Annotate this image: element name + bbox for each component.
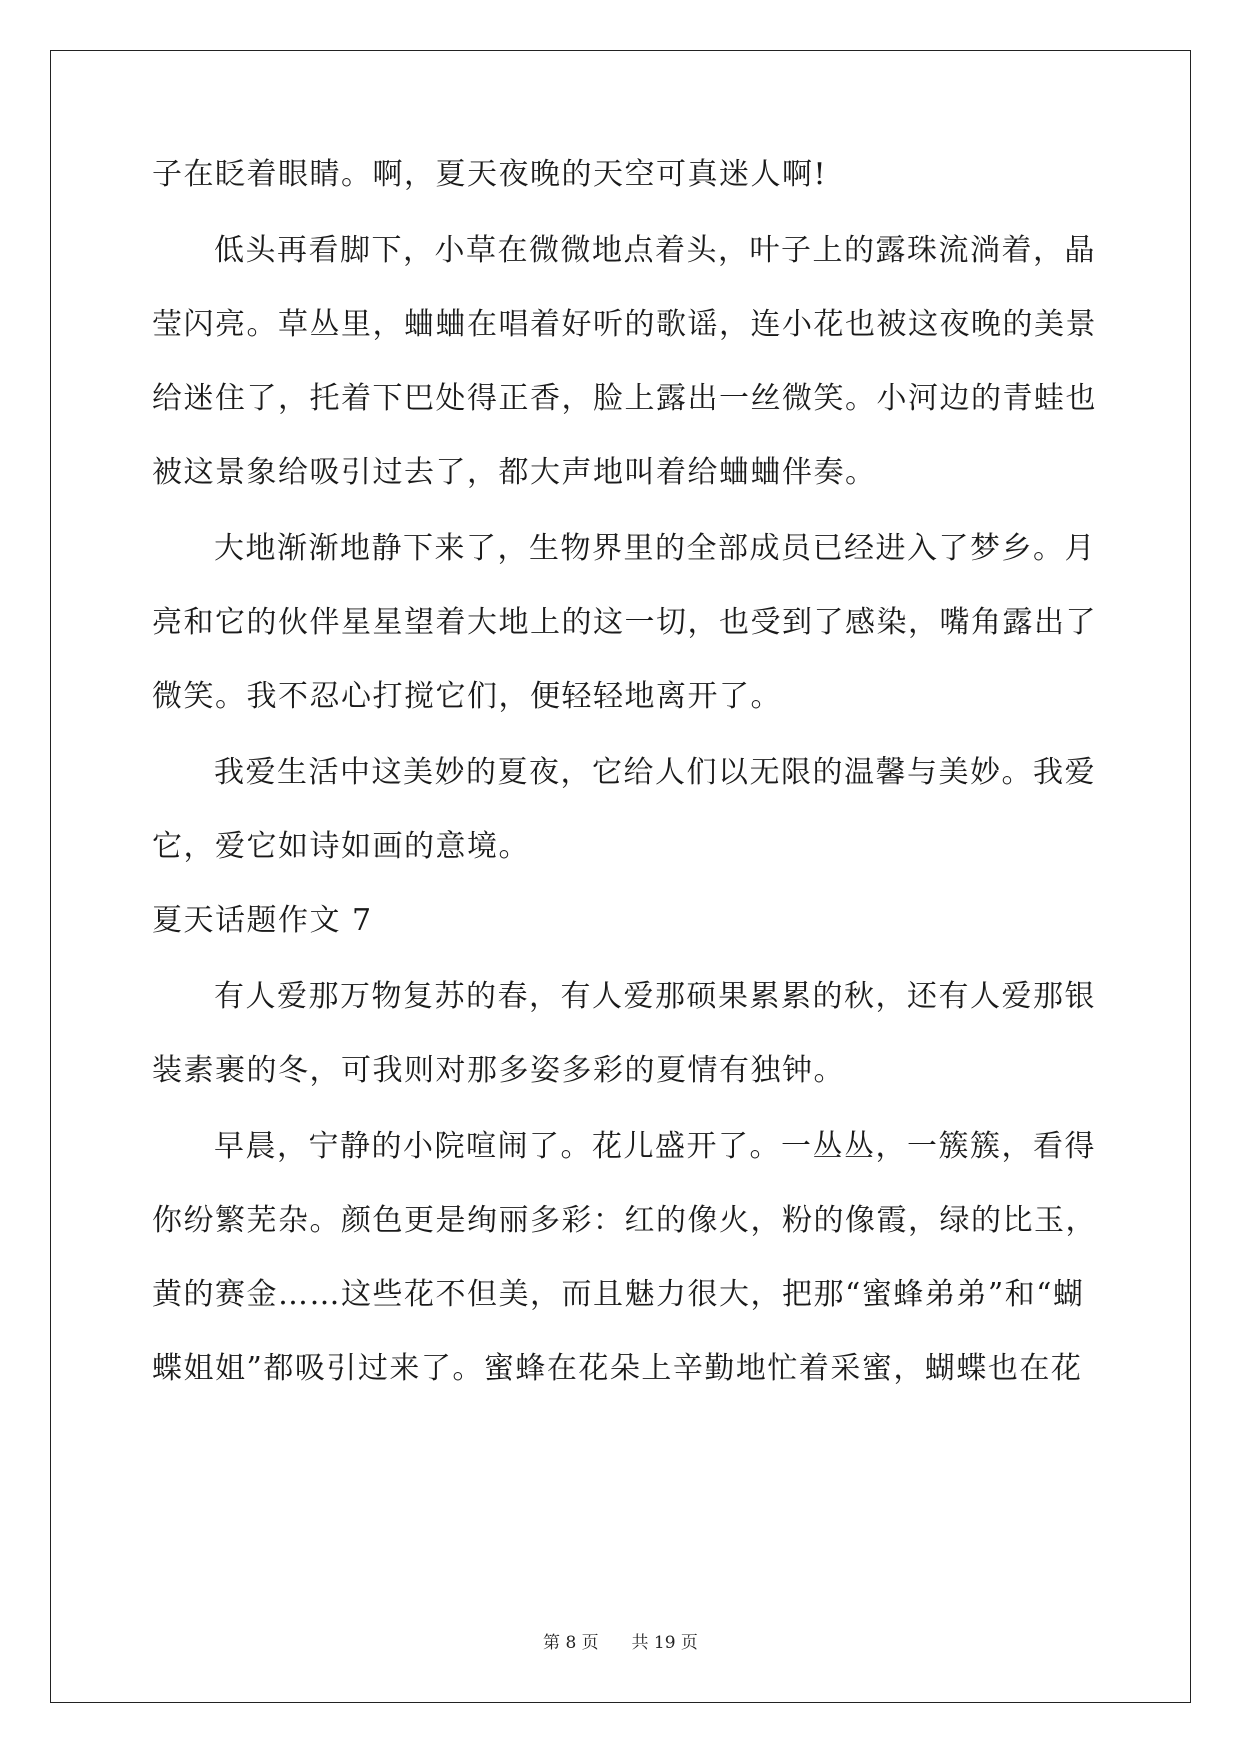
text-line: 我爱生活中这美妙的夏夜，它给人们以无限的温馨与美妙。我爱 xyxy=(214,755,1096,790)
page-number: 第 8 页 xyxy=(543,1633,599,1653)
text-line: 莹闪亮。草丛里，蛐蛐在唱着好听的歌谣，连小花也被这夜晚的美景 xyxy=(152,307,1097,342)
page-frame xyxy=(50,50,1191,1703)
text-line: 有人爱那万物复苏的春，有人爱那硕果累累的秋，还有人爱那银 xyxy=(214,979,1096,1014)
text-line: 亮和它的伙伴星星望着大地上的这一切，也受到了感染，嘴角露出了 xyxy=(152,605,1097,640)
text-line: 子在眨着眼睛。啊，夏天夜晚的天空可真迷人啊! xyxy=(152,157,828,192)
page-total: 共 19 页 xyxy=(631,1633,698,1653)
text-line: 你纷繁芜杂。颜色更是绚丽多彩：红的像火，粉的像霞，绿的比玉， xyxy=(152,1203,1097,1238)
text-line: 装素裹的冬，可我则对那多姿多彩的夏情有独钟。 xyxy=(152,1053,845,1088)
text-line: 微笑。我不忍心打搅它们，便轻轻地离开了。 xyxy=(152,679,782,714)
text-line: 低头再看脚下，小草在微微地点着头，叶子上的露珠流淌着，晶 xyxy=(214,233,1096,268)
text-line: 它，爱它如诗如画的意境。 xyxy=(152,829,530,864)
page-footer xyxy=(0,1633,1241,1653)
text-line: 早晨，宁静的小院喧闹了。花儿盛开了。一丛丛，一簇簇，看得 xyxy=(214,1129,1096,1164)
text-line: 大地渐渐地静下来了，生物界里的全部成员已经进入了梦乡。月 xyxy=(214,531,1096,566)
text-line: 蝶姐姐”都吸引过来了。蜜蜂在花朵上辛勤地忙着采蜜，蝴蝶也在花 xyxy=(152,1351,1083,1386)
text-line: 被这景象给吸引过去了，都大声地叫着给蛐蛐伴奏。 xyxy=(152,455,877,490)
section-heading: 夏天话题作文 7 xyxy=(152,903,373,938)
text-line: 给迷住了，托着下巴处得正香，脸上露出一丝微笑。小河边的青蛙也 xyxy=(152,381,1097,416)
text-line: 黄的赛金……这些花不但美，而且魅力很大，把那“蜜蜂弟弟”和“蝴 xyxy=(152,1277,1085,1312)
